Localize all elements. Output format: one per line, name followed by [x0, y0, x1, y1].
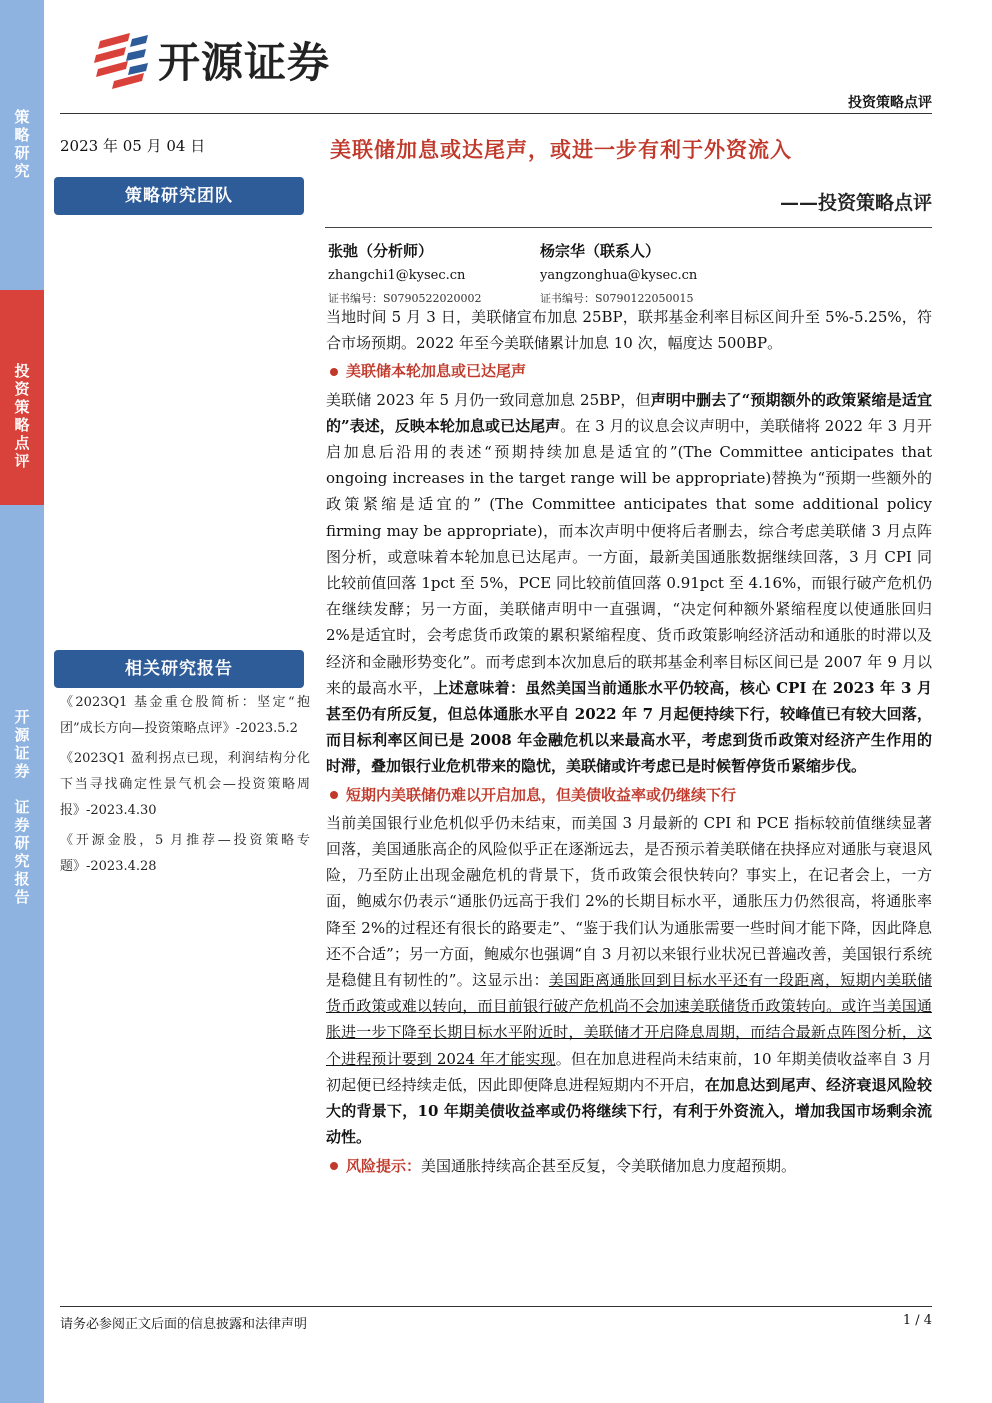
bullet-icon [330, 791, 338, 799]
bold-text-run: 上述意味着：虽然美国当前通胀水平仍较高，核心 CPI 在 2023 年 3 月甚至仍有所反复，但总体通胀水平自 2022 年 7 月起便持续下行，较峰值已有较大回落，而目标利率区间已是 2008 年金融危机以来最高水平，考虑到货币政策对经济产生作用的时滞，叠加银行业危机带来的隐忧，美联储或许考虑已是时候暂停货币紧缩步伐。 [326, 678, 932, 776]
risk-label: 风险提示： [346, 1156, 422, 1175]
page-title: 美联储加息或达尾声，或进一步有利于外资流入 [330, 137, 792, 162]
related-reports-list [60, 690, 310, 884]
text-run: 。在 3 月的议息会议声明中，美联储将 2022 年 3 月开启加息后沿用的表述“预期持续加息是适宜的”(The Committee anticipates that ongoing increases in the target range will be appropriate)替换为“预期一些额外的政策紧缩是适宜的” (The Committee anticipates that some additional policy firming may be appropriate)，而本次声明中便将后者删去，综合考虑美联储 3 月点阵图分析，或意味着本轮加息已达尾声。一方面，最新美国通胀数据继续回落，3 月 CPI 同比较前值回落 1pct 至 5%，PCE 同比较前值回落 0.91pct 至 4.16%，而银行破产危机仍在继续发酵；另一方面，美联储声明中一直强调，“决定何种额外紧缩程度以使通胀回归 2%是适宜时，会考虑货币政策的累积紧缩程度、货币政策影响经济活动和通胀的时滞以及经济和金融形势变化”。而考虑到本次加息后的联邦基金利率目标区间已是 2007 年 9 月以来的最高水平， [326, 416, 932, 697]
section-heading-2 [326, 782, 932, 808]
author-email[interactable]: zhangchi1@kysec.cn [328, 268, 466, 283]
report-type-tag: 投资策略点评 [848, 95, 932, 111]
page-number: 1 / 4 [902, 1313, 932, 1328]
side-label-category: 投 资 策 略 点 评 [14, 362, 30, 470]
author-block [328, 240, 482, 306]
section-heading-text: 短期内美联储仍难以开启加息，但美债收益率或仍继续下行 [346, 785, 737, 804]
logo-icon [92, 31, 152, 89]
author-name: 杨宗华（联系人） [540, 242, 661, 260]
text-run: 。但在加息进程尚未结束前，10 年期美债收益率自 3 月初起便已经持续走低，因此即便降息进程短期内不开启， [326, 1049, 932, 1094]
risk-note [326, 1153, 932, 1179]
author-divider [325, 227, 932, 228]
disclaimer-note: 请务必参阅正文后面的信息披露和法律声明 [60, 1317, 308, 1332]
side-label-brand: 开 源 证 券 证 券 研 究 报 告 [14, 708, 30, 906]
author-name: 张弛（分析师） [328, 242, 434, 260]
related-report-item[interactable]: 《2023Q1 基金重仓股简析：坚定“抱团”成长方向—投资策略点评》-2023.5.2 [60, 695, 310, 736]
risk-text: 美国通胀持续高企甚至反复，令美联储加息力度超预期。 [421, 1156, 797, 1175]
author-cert: 证书编号：S0790122050015 [540, 292, 694, 305]
bold-text-run: 在加息达到尾声、经济衰退风险较大的背景下，10 年期美债收益率或仍将继续下行，有利于外资流入，增加我国市场剩余流动性。 [326, 1075, 932, 1147]
section-2-paragraph [326, 810, 932, 1151]
side-label-research: 策 略 研 究 [14, 108, 30, 180]
bold-text-run: 声明中删去了“预期额外的政策紧缩是适宜的”表述，反映本轮加息或已达尾声 [326, 390, 932, 435]
bullet-icon [330, 368, 338, 376]
team-header: 策略研究团队 [54, 177, 304, 215]
report-date: 2023 年 05 月 04 日 [60, 137, 206, 155]
brand-logo [92, 30, 330, 90]
section-heading-text: 美联储本轮加息或已达尾声 [346, 362, 527, 381]
logo-text: 开源证券 [158, 38, 331, 87]
section-heading-1 [326, 358, 932, 384]
author-cert: 证书编号：S0790522020002 [328, 292, 482, 305]
side-band [0, 0, 44, 1403]
intro-paragraph: 当地时间 5 月 3 日，美联储宣布加息 25BP，联邦基金利率目标区间升至 5%-5.25%，符合市场预期。2022 年至今美联储累计加息 10 次，幅度达 500BP。 [326, 308, 932, 353]
bullet-icon [330, 1162, 338, 1170]
report-body [326, 304, 932, 1181]
author-email[interactable]: yangzonghua@kysec.cn [540, 268, 698, 283]
text-run: 当前美国银行业危机似乎仍未结束，而美国 3 月最新的 CPI 和 PCE 指标较前值继续显著回落，美国通胀高企的风险似乎正在逐渐远去，是否预示着美联储在抉择应对通胀与衰退风险，乃至防止出现金融危机的背景下，货币政策会很快转向？事实上，在记者会上，一方面，鲍威尔仍表示“通胀仍远高于我们 2%的长期目标水平，通胀压力仍然很高，将通胀率降至 2%的过程还有很长的路要走”、“鉴于我们认为通胀需要一些时间才能下降，因此降息还不合适”；另一方面，鲍威尔也强调“自 3 月初以来银行业状况已普遍改善，美国银行系统是稳健且有韧性的”。这显示出： [326, 813, 932, 990]
text-run: 美联储 2023 年 5 月仍一致同意加息 25BP，但 [326, 390, 651, 409]
related-report-item[interactable]: 《2023Q1 盈利拐点已现，利润结构分化下当寻找确定性景气机会—投资策略周报》-2023.4.30 [60, 751, 310, 818]
page-subtitle: ——投资策略点评 [779, 192, 932, 214]
footer-divider [60, 1306, 932, 1307]
section-1-paragraph [326, 387, 932, 780]
header-divider [60, 113, 932, 114]
underlined-text-run: 美国距离通胀回到目标水平还有一段距离，短期内美联储货币政策或难以转向，而目前银行破产危机尚不会加速美联储货币政策转向。或许当美国通胀进一步下降至长期目标水平附近时，美联储才开启降息周期，而结合最新点阵图分析，这个进程预计要到 2024 年才能实现 [326, 971, 932, 1068]
related-reports-header: 相关研究报告 [54, 650, 304, 688]
related-report-item[interactable]: 《开源金股，5 月推荐—投资策略专题》-2023.4.28 [60, 833, 310, 874]
author-block [540, 240, 697, 306]
